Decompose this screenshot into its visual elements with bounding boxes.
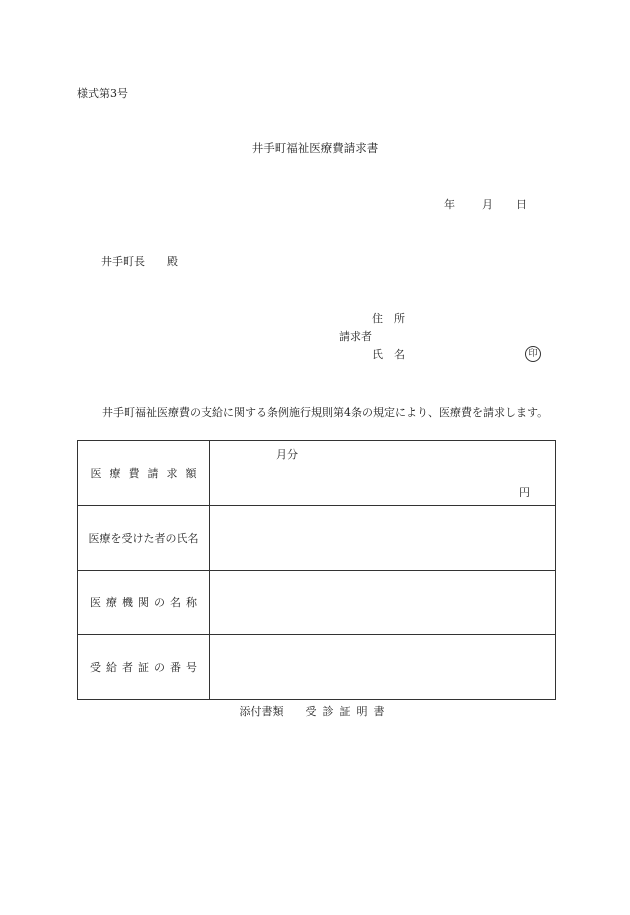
table-row xyxy=(78,505,556,570)
institution-name-label: 医療機関の名称 xyxy=(78,570,210,635)
attachments-documents: 受診証明書 xyxy=(305,705,391,718)
yen-suffix: 円 xyxy=(519,485,530,499)
date-year-label: 年 xyxy=(444,198,455,211)
attachments xyxy=(0,706,630,717)
form-number: 様式第3号 xyxy=(77,87,128,100)
name-label: 氏名 xyxy=(372,348,416,361)
patient-name-label: 医療を受けた者の氏名 xyxy=(78,505,210,570)
claim-table xyxy=(77,440,556,700)
addressee xyxy=(101,256,178,267)
table-row xyxy=(78,635,556,700)
address-label: 住所 xyxy=(372,312,416,325)
date-day-label: 日 xyxy=(516,198,527,211)
month-suffix: 月分 xyxy=(276,448,298,461)
addressee-honorific: 殿 xyxy=(167,255,178,268)
certificate-number-field[interactable] xyxy=(210,635,556,700)
body-text: 井手町福祉医療費の支給に関する条例施行規則第4条の規定により、医療費を請求します。 xyxy=(102,406,549,419)
table-row xyxy=(78,441,556,506)
addressee-name: 井手町長 xyxy=(101,255,145,268)
seal-mark-icon: 印 xyxy=(525,346,541,362)
claim-amount-field[interactable] xyxy=(210,441,556,506)
table-row xyxy=(78,570,556,635)
certificate-number-label: 受給者証の番号 xyxy=(78,635,210,700)
claim-amount-label: 医療費請求額 xyxy=(78,441,210,506)
patient-name-field[interactable] xyxy=(210,505,556,570)
date-month-label: 月 xyxy=(482,198,493,211)
attachments-label: 添付書類 xyxy=(239,705,284,718)
institution-name-field[interactable] xyxy=(210,570,556,635)
document-title: 井手町福祉医療費請求書 xyxy=(251,141,379,155)
claimant-label: 請求者 xyxy=(339,330,372,343)
